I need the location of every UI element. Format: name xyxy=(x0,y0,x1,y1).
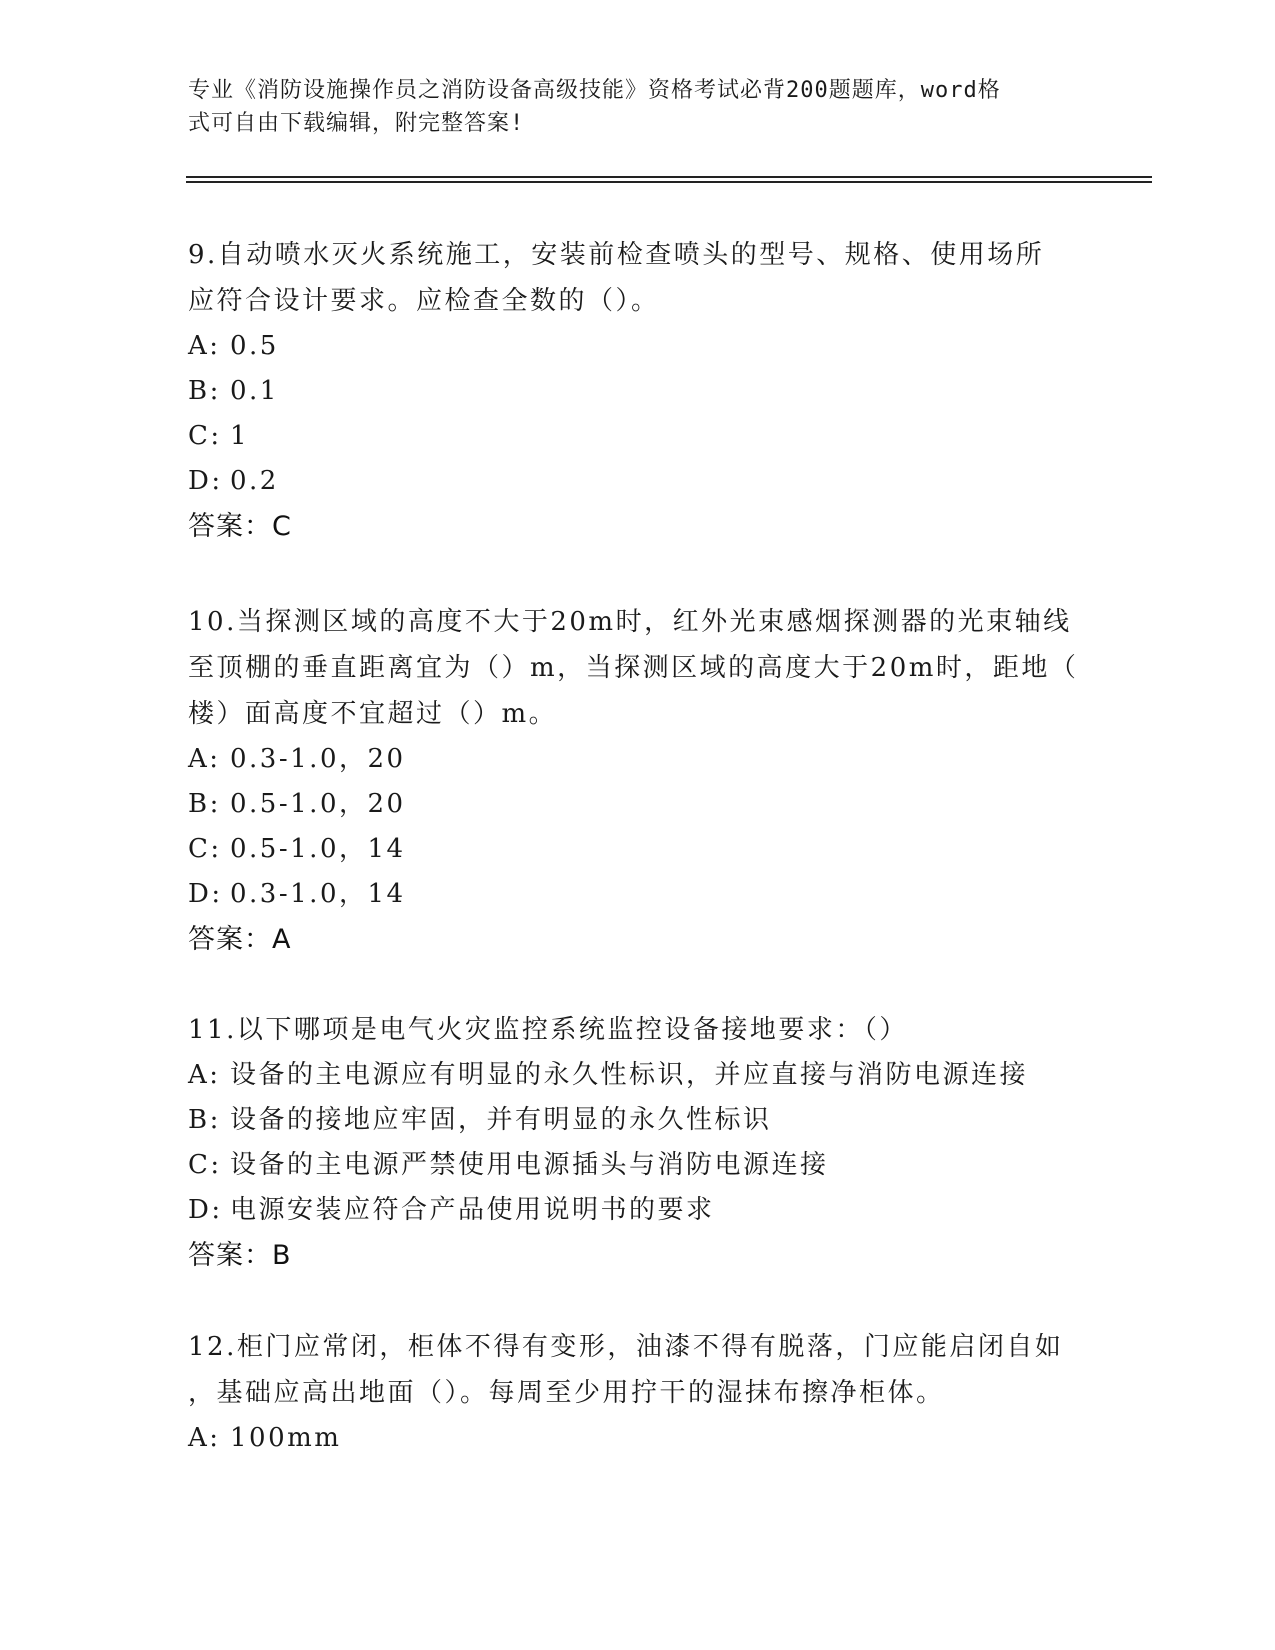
question-9 xyxy=(188,232,1088,550)
intro-line-1: 专业《消防设施操作员之消防设备高级技能》资格考试必背200题题库，word格 xyxy=(188,78,1001,103)
option-letter: A: xyxy=(188,1423,221,1453)
option-text: 0.5-1.0，20 xyxy=(230,789,406,819)
option-a xyxy=(188,737,1088,782)
option-text: 0.3-1.0，20 xyxy=(230,744,406,774)
question-10 xyxy=(188,599,1088,963)
option-c xyxy=(188,1143,1088,1188)
divider-line-top xyxy=(186,176,1152,178)
option-letter: B: xyxy=(188,789,221,819)
option-letter: C: xyxy=(188,1150,222,1180)
option-text: 0.5 xyxy=(230,331,279,361)
intro-line-2: 式可自由下载编辑，附完整答案! xyxy=(188,111,525,136)
question-stem: 12.柜门应常闭，柜体不得有变形，油漆不得有脱落，门应能启闭自如 xyxy=(188,1332,1064,1362)
option-a xyxy=(188,1053,1088,1098)
option-text: 100mm xyxy=(230,1423,342,1453)
option-b xyxy=(188,1098,1088,1143)
option-d xyxy=(188,1188,1088,1233)
question-stem: 至顶棚的垂直距离宜为（）m，当探测区域的高度大于20m时，距地（ xyxy=(188,653,1079,683)
option-c xyxy=(188,827,1088,872)
question-stem: 楼）面高度不宜超过（）m。 xyxy=(188,699,558,729)
option-b xyxy=(188,782,1088,827)
question-stem: ，基础应高出地面（）。每周至少用拧干的湿抹布擦净柜体。 xyxy=(188,1378,945,1408)
option-text: 0.2 xyxy=(230,466,279,496)
question-stem: 10.当探测区域的高度不大于20m时，红外光束感烟探测器的光束轴线 xyxy=(188,607,1072,637)
answer: 答案：B xyxy=(188,1240,292,1271)
option-b xyxy=(188,369,1088,414)
option-a xyxy=(188,1416,1088,1461)
answer: 答案：A xyxy=(188,924,292,955)
option-letter: A: xyxy=(188,1060,221,1090)
answer: 答案：C xyxy=(188,511,292,542)
option-letter: A: xyxy=(188,331,221,361)
option-text: 设备的主电源严禁使用电源插头与消防电源连接 xyxy=(230,1150,829,1180)
option-text: 设备的接地应牢固，并有明显的永久性标识 xyxy=(230,1105,772,1135)
question-stem: 11.以下哪项是电气火灾监控系统监控设备接地要求：（） xyxy=(188,1015,908,1045)
option-letter: C: xyxy=(188,421,222,451)
option-letter: D: xyxy=(188,466,223,496)
option-text: 0.1 xyxy=(230,376,279,406)
option-letter: A: xyxy=(188,744,221,774)
option-text: 1 xyxy=(230,421,250,451)
option-text: 设备的主电源应有明显的永久性标识，并应直接与消防电源连接 xyxy=(230,1060,1029,1090)
option-d xyxy=(188,459,1088,504)
option-d xyxy=(188,872,1088,917)
question-12 xyxy=(188,1324,1088,1461)
option-text: 0.5-1.0，14 xyxy=(230,834,406,864)
question-stem: 应符合设计要求。应检查全数的（）。 xyxy=(188,286,660,316)
option-a xyxy=(188,324,1088,369)
option-letter: B: xyxy=(188,376,221,406)
divider-line-bottom xyxy=(186,181,1152,183)
document-intro xyxy=(188,74,1088,140)
option-letter: B: xyxy=(188,1105,221,1135)
option-letter: D: xyxy=(188,1195,223,1225)
option-c xyxy=(188,414,1088,459)
option-letter: C: xyxy=(188,834,222,864)
option-letter: D: xyxy=(188,879,223,909)
question-11 xyxy=(188,1007,1088,1279)
question-stem: 9.自动喷水灭火系统施工，安装前检查喷头的型号、规格、使用场所 xyxy=(188,240,1045,270)
option-text: 0.3-1.0，14 xyxy=(230,879,406,909)
option-text: 电源安装应符合产品使用说明书的要求 xyxy=(230,1195,715,1225)
